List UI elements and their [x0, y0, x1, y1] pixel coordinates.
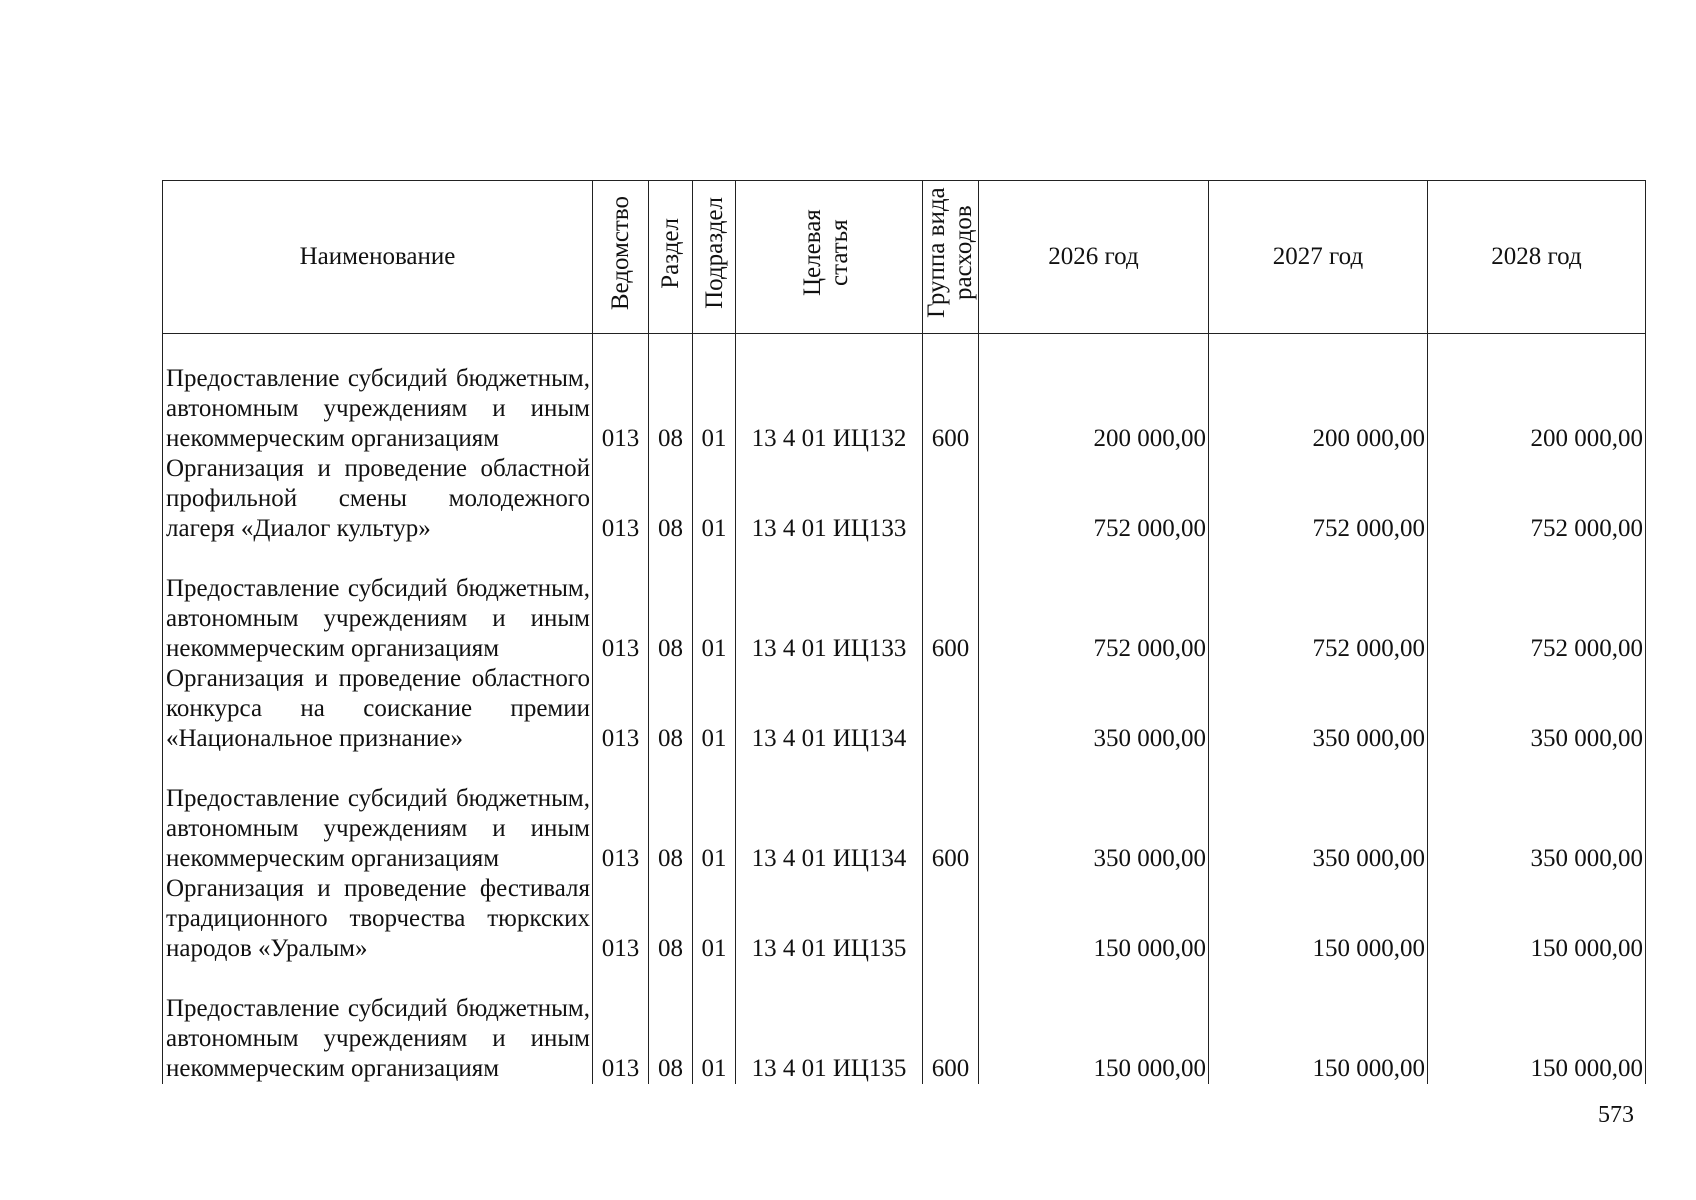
row-amount-2027: 752 000,00 [1209, 544, 1428, 664]
row-target-item: 13 4 01 ИЦ133 [736, 544, 923, 664]
row-target-item: 13 4 01 ИЦ135 [736, 874, 923, 964]
row-amount-2027: 350 000,00 [1209, 754, 1428, 874]
row-amount-2027: 200 000,00 [1209, 334, 1428, 455]
table-row [163, 544, 1646, 664]
row-target-item: 13 4 01 ИЦ132 [736, 334, 923, 455]
header-target-item: Целевая статья [736, 181, 923, 334]
row-subsection: 01 [693, 874, 736, 964]
row-amount-2027: 150 000,00 [1209, 874, 1428, 964]
row-amount-2028: 752 000,00 [1428, 454, 1646, 544]
row-department: 013 [593, 964, 649, 1084]
row-amount-2028: 200 000,00 [1428, 334, 1646, 455]
row-section: 08 [649, 754, 693, 874]
row-subsection: 01 [693, 454, 736, 544]
header-year-2027: 2027 год [1209, 181, 1428, 334]
page-number: 573 [1598, 1102, 1634, 1128]
row-department: 013 [593, 874, 649, 964]
row-amount-2026: 150 000,00 [979, 964, 1209, 1084]
table-row [163, 664, 1646, 754]
row-subsection: 01 [693, 964, 736, 1084]
row-target-item: 13 4 01 ИЦ134 [736, 664, 923, 754]
row-amount-2028: 150 000,00 [1428, 874, 1646, 964]
row-name: Организация и проведение фестиваля традиционного творчества тюркских народов «Уралым» [163, 874, 593, 964]
row-name: Предоставление субсидий бюджетным, автономным учреждениям и иным некоммерческим организациям [163, 334, 593, 455]
row-amount-2028: 350 000,00 [1428, 754, 1646, 874]
row-amount-2026: 200 000,00 [979, 334, 1209, 455]
row-department: 013 [593, 454, 649, 544]
header-department: Ведомство [593, 181, 649, 334]
header-year-2028: 2028 год [1428, 181, 1646, 334]
row-amount-2026: 350 000,00 [979, 754, 1209, 874]
row-expense-group [923, 874, 979, 964]
table-row [163, 754, 1646, 874]
row-name: Предоставление субсидий бюджетным, автономным учреждениям и иным некоммерческим организациям [163, 754, 593, 874]
row-amount-2026: 752 000,00 [979, 544, 1209, 664]
row-department: 013 [593, 664, 649, 754]
row-amount-2027: 150 000,00 [1209, 964, 1428, 1084]
row-amount-2026: 150 000,00 [979, 874, 1209, 964]
row-department: 013 [593, 754, 649, 874]
row-subsection: 01 [693, 664, 736, 754]
row-subsection: 01 [693, 334, 736, 455]
row-subsection: 01 [693, 544, 736, 664]
budget-table [162, 180, 1646, 1084]
row-target-item: 13 4 01 ИЦ135 [736, 964, 923, 1084]
row-expense-group [923, 454, 979, 544]
header-section: Раздел [649, 181, 693, 334]
header-expense-group: Группа вида расходов [923, 181, 979, 334]
row-subsection: 01 [693, 754, 736, 874]
row-name: Организация и проведение областной профильной смены молодежного лагеря «Диалог культур» [163, 454, 593, 544]
row-section: 08 [649, 664, 693, 754]
row-expense-group [923, 664, 979, 754]
row-name: Предоставление субсидий бюджетным, автономным учреждениям и иным некоммерческим организациям [163, 544, 593, 664]
row-amount-2026: 752 000,00 [979, 454, 1209, 544]
row-section: 08 [649, 334, 693, 455]
header-subsection: Подраздел [693, 181, 736, 334]
row-section: 08 [649, 454, 693, 544]
row-target-item: 13 4 01 ИЦ134 [736, 754, 923, 874]
row-name: Организация и проведение областного конкурса на соискание премии «Национальное признание» [163, 664, 593, 754]
row-amount-2028: 350 000,00 [1428, 664, 1646, 754]
row-amount-2027: 350 000,00 [1209, 664, 1428, 754]
row-expense-group: 600 [923, 754, 979, 874]
budget-table-container [162, 180, 1645, 1084]
row-amount-2028: 150 000,00 [1428, 964, 1646, 1084]
row-amount-2026: 350 000,00 [979, 664, 1209, 754]
table-row [163, 334, 1646, 455]
table-body [163, 334, 1646, 1085]
row-section: 08 [649, 964, 693, 1084]
row-amount-2028: 752 000,00 [1428, 544, 1646, 664]
row-name: Предоставление субсидий бюджетным, автономным учреждениям и иным некоммерческим организациям [163, 964, 593, 1084]
row-section: 08 [649, 544, 693, 664]
row-target-item: 13 4 01 ИЦ133 [736, 454, 923, 544]
table-row [163, 454, 1646, 544]
header-year-2026: 2026 год [979, 181, 1209, 334]
row-department: 013 [593, 334, 649, 455]
table-row [163, 964, 1646, 1084]
row-expense-group: 600 [923, 334, 979, 455]
row-amount-2027: 752 000,00 [1209, 454, 1428, 544]
row-expense-group: 600 [923, 964, 979, 1084]
row-department: 013 [593, 544, 649, 664]
table-row [163, 874, 1646, 964]
header-name: Наименование [163, 181, 593, 334]
row-section: 08 [649, 874, 693, 964]
table-header [163, 181, 1646, 334]
row-expense-group: 600 [923, 544, 979, 664]
